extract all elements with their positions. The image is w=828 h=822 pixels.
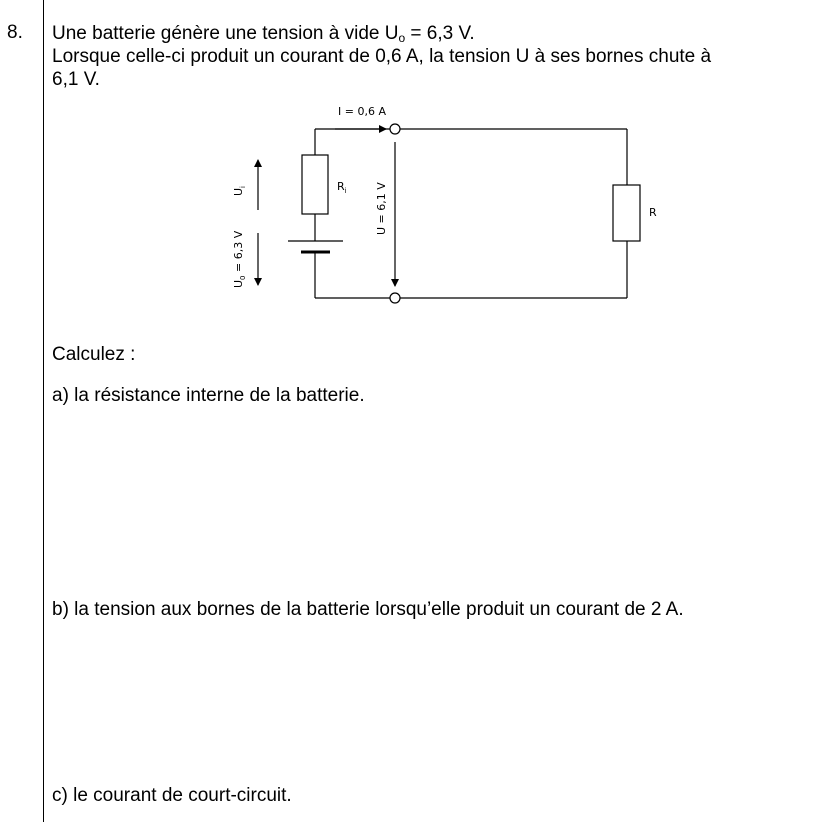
question-a: a) la résistance interne de la batterie. — [52, 385, 365, 406]
question-c: c) le courant de court-circuit. — [52, 785, 292, 806]
terminal-voltage-label: U = 6,1 V — [375, 182, 388, 235]
circuit-diagram — [215, 98, 665, 318]
terminal-bottom — [390, 293, 400, 303]
margin-divider — [43, 0, 44, 822]
current-label: I = 0,6 A — [338, 105, 386, 118]
question-b: b) la tension aux bornes de la batterie lorsqu’elle produit un courant de 2 A. — [52, 599, 684, 620]
source-voltage-label: $U_0 = 6,3$ V — [232, 230, 247, 288]
exercise-number: 8. — [7, 22, 23, 43]
questions-prompt: Calculez : — [52, 344, 136, 365]
statement-line-3: 6,1 V. — [52, 69, 100, 90]
statement-line-2: Lorsque celle-ci produit un courant de 0,6 A, la tension U à ses bornes chute à — [52, 46, 712, 67]
terminal-top — [390, 124, 400, 134]
load-resistor-label: R — [649, 206, 657, 219]
exercise-statement — [52, 22, 822, 91]
load-resistor — [613, 185, 640, 241]
statement-line-1: Une batterie génère une tension à vide $U_o = 6,3$ V. — [52, 23, 475, 45]
internal-resistor — [302, 155, 328, 214]
internal-voltage-label: $U_i$ — [232, 185, 247, 196]
internal-resistor-label: $R_i$ — [337, 180, 347, 195]
